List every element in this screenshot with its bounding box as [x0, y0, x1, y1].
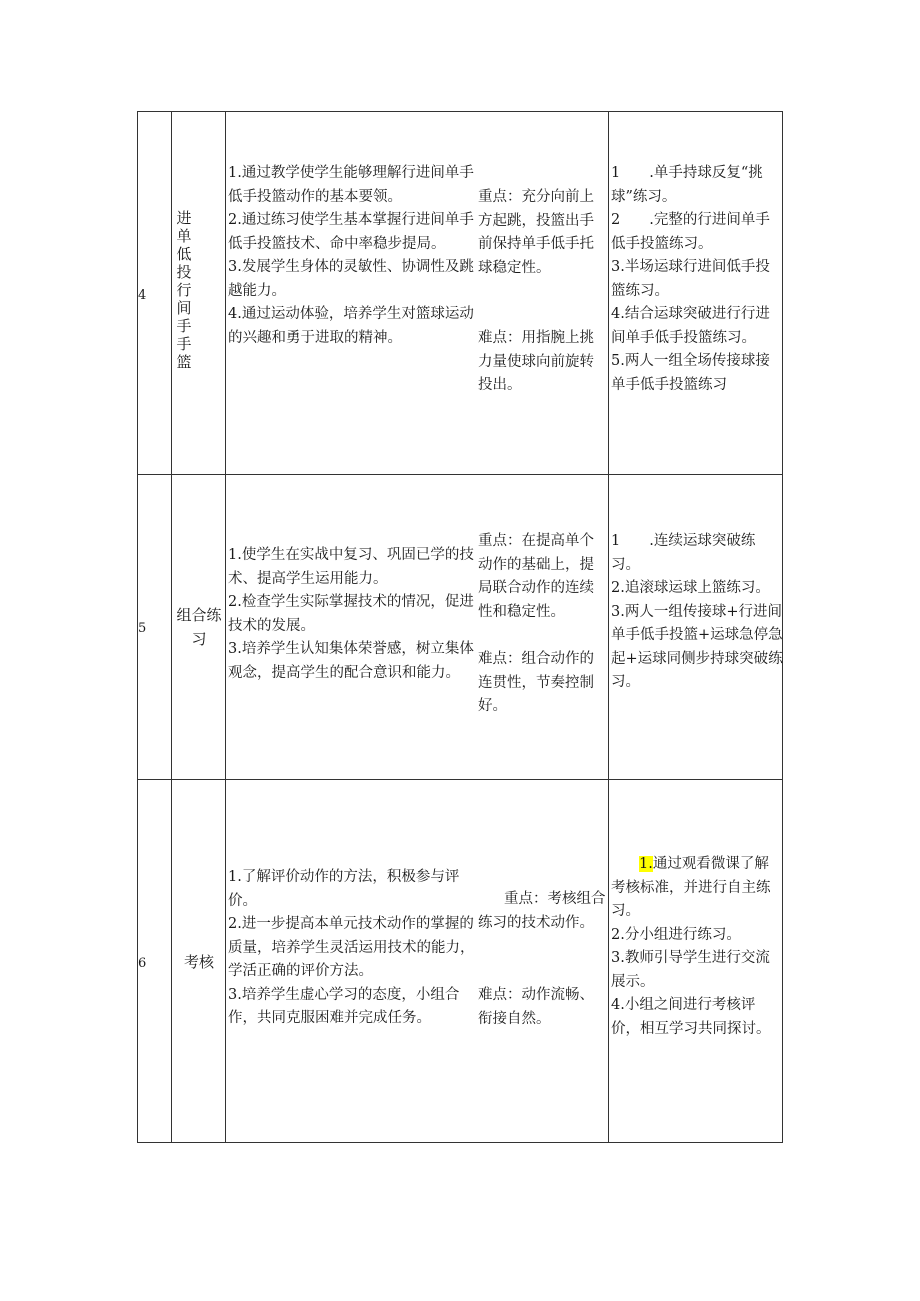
practice-item: 5.两人一组全场传接球接单手低手投篮练习: [611, 353, 770, 393]
goal-item: 4.通过运动体验，培养学生对篮球运动的兴趣和勇于进取的精神。: [228, 306, 474, 346]
practice-item: 4.小组之间进行考核评价，相互学习共同探讨。: [611, 997, 771, 1037]
lesson-title: 组合练习: [176, 606, 222, 648]
difficult-point: 难点：组合动作的连贯性，节奏控制好。: [478, 651, 594, 714]
goals-list: [228, 866, 476, 1031]
practice-list: [611, 530, 783, 695]
goal-item: 2.进一步提高本单元技术动作的掌握的质量，培养学生灵活运用技术的能力，学活正确的评价方法。: [228, 916, 475, 979]
goals-and-key-points-cell: [226, 112, 609, 475]
key-point: 重点：考核组合练习的技术动作。: [478, 891, 606, 931]
goals-list: [228, 162, 476, 350]
lesson-number: 5: [138, 621, 147, 636]
practice-item: 4.结合运球突破进行行进间单手低手投篮练习。: [611, 306, 770, 346]
goal-item: 1.使学生在实战中复习、巩固已学的技术、提高学生运用能力。: [228, 547, 474, 587]
lesson-plan-table: [137, 111, 783, 1143]
practice-item: 2.追滚球运球上篮练习。: [611, 580, 770, 596]
lesson-number: 6: [138, 956, 147, 971]
lesson-title-cell: [172, 112, 226, 475]
practice-item: 1 .单手持球反复“挑球”练习。: [611, 165, 763, 205]
practice-item: 1 .连续运球突破练习。: [611, 533, 756, 573]
practice-cell: [609, 112, 783, 475]
table-row: [138, 475, 783, 780]
practice-item: 3.两人一组传接球+行进间单手低手投篮+运球急停急起+运球同侧步持球突破练习。: [611, 603, 783, 690]
goals-and-key-points-cell: [226, 475, 609, 780]
goal-item: 3.发展学生身体的灵敏性、协调性及跳越能力。: [228, 259, 474, 299]
lesson-number-cell: [138, 780, 172, 1143]
goal-item: 3.培养学生虚心学习的态度，小组合作，共同克服困难并完成任务。: [228, 986, 460, 1026]
lesson-title-vertical: 进 单 低 投 行 间 手 手 篮: [176, 209, 192, 371]
practice-list: [611, 853, 783, 1041]
table-row: [138, 780, 783, 1143]
key-point: 重点：充分向前上方起跳，投篮出手前保持单手低手托球稳定性。: [478, 189, 594, 276]
practice-item: 3.半场运球行进间低手投篮练习。: [611, 259, 770, 299]
practice-item: 2.分小组进行练习。: [611, 926, 741, 943]
goals-list: [228, 544, 476, 685]
lesson-number: 4: [138, 288, 147, 303]
difficult-point: 难点：动作流畅、衔接自然。: [478, 987, 594, 1027]
goal-item: 3.培养学生认知集体荣誉感，树立集体观念，提高学生的配合意识和能力。: [228, 641, 474, 681]
goal-item: 1.通过教学使学生能够理解行进间单手低手投篮动作的基本要领。: [228, 165, 474, 205]
goal-item: 1.了解评价动作的方法，积极参与评价。: [228, 869, 460, 909]
practice-list: [611, 162, 783, 397]
practice-cell: [609, 475, 783, 780]
lesson-title: 考核: [183, 953, 214, 971]
goal-item: 2.通过练习使学生基本掌握行进间单手低手投篮技术、命中率稳步提局。: [228, 212, 474, 252]
goals-and-key-points-cell: [226, 780, 609, 1143]
lesson-title-cell: [172, 780, 226, 1143]
practice-item: 2 .完整的行进间单手低手投篮练习。: [611, 212, 770, 252]
table-row: [138, 112, 783, 475]
difficult-point: 难点：用指腕上挑力量使球向前旋转投出。: [478, 330, 594, 393]
lesson-number-cell: [138, 112, 172, 475]
practice-cell: [609, 780, 783, 1143]
practice-item: 3.教师引导学生进行交流展示。: [611, 950, 770, 990]
goal-item: 2.检查学生实际掌握技术的情况，促进技术的发展。: [228, 594, 474, 634]
highlight-marker: 1.: [639, 856, 653, 872]
practice-item: 1.通过观看微课了解考核标准，并进行自主练习。: [611, 856, 771, 919]
key-point: 重点：在提高单个动作的基础上，提局联合动作的连续性和稳定性。: [478, 533, 594, 620]
lesson-title-cell: [172, 475, 226, 780]
lesson-number-cell: [138, 475, 172, 780]
